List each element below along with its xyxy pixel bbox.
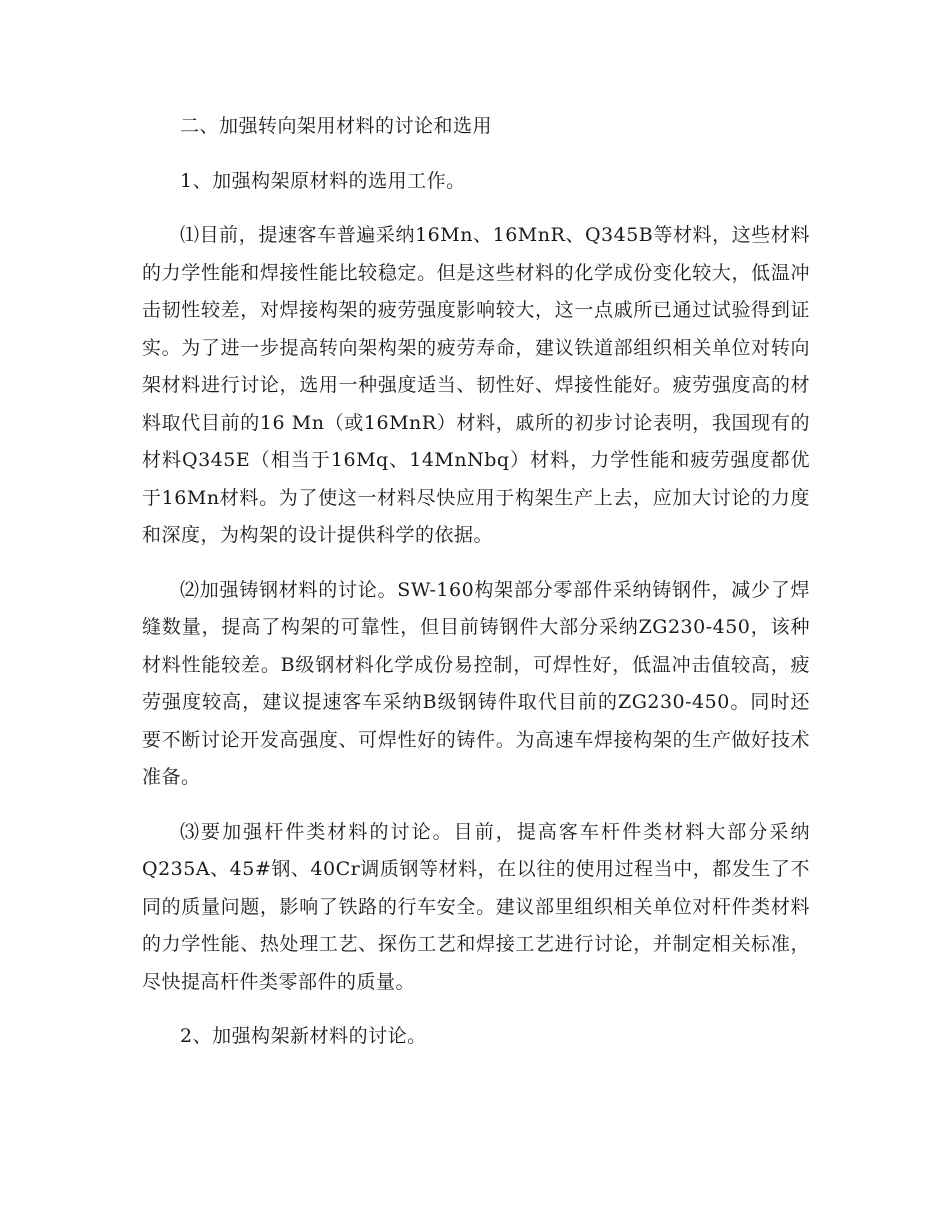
document-body bbox=[142, 108, 810, 1073]
paragraph-3: ⑶要加强杆件类材料的讨论。目前，提高客车杆件类材料大部分采纳Q235A、45#钢、40Cr调质钢等材料，在以往的使用过程当中，都发生了不同的质量问题，影响了铁路的行车安全。建议部里组织相关单位对杆件类材料的力学性能、热处理工艺、探伤工艺和焊接工艺进行讨论，并制定相关标准，尽快提高杆件类零部件的质量。 bbox=[142, 820, 810, 993]
subsection-heading-1: 1、加强构架原材料的选用工作。 bbox=[180, 169, 466, 192]
paragraph-1: ⑴目前，提速客车普遍采纳16Mn、16MnR、Q345B等材料，这些材料的力学性能和焊接性能比较稳定。但是这些材料的化学成份变化较大，低温冲击韧性较差，对焊接构架的疲劳强度影响较大，这一点戚所已通过试验得到证实。为了进一步提高转向架构架的疲劳寿命，建议铁道部组织相关单位对转向架材料进行讨论，选用一种强度适当、韧性好、焊接性能好。疲劳强度高的材料取代目前的16 Mn（或16MnR）材料，戚所的初步讨论表明，我国现有的材料Q345E（相当于16Mq、14MnNbq）材料，力学性能和疲劳强度都优于16Mn材料。为了使这一材料尽快应用于构架生产上去，应加大讨论的力度和深度，为构架的设计提供科学的依据。 bbox=[142, 224, 810, 546]
paragraph-2: ⑵加强铸钢材料的讨论。SW-160构架部分零部件采纳铸钢件，减少了焊缝数量，提高了构架的可靠性，但目前铸钢件大部分采纳ZG230-450，该种材料性能较差。B级钢材料化学成份易控制，可焊性好，低温冲击值较高，疲劳强度较高，建议提速客车采纳B级钢铸件取代目前的ZG230-450。同时还要不断讨论开发高强度、可焊性好的铸件。为高速车焊接构架的生产做好技术准备。 bbox=[142, 578, 810, 788]
subsection-heading-2: 2、加强构架新材料的讨论。 bbox=[180, 1025, 427, 1047]
section-title: 二、加强转向架用材料的讨论和选用 bbox=[180, 115, 493, 137]
